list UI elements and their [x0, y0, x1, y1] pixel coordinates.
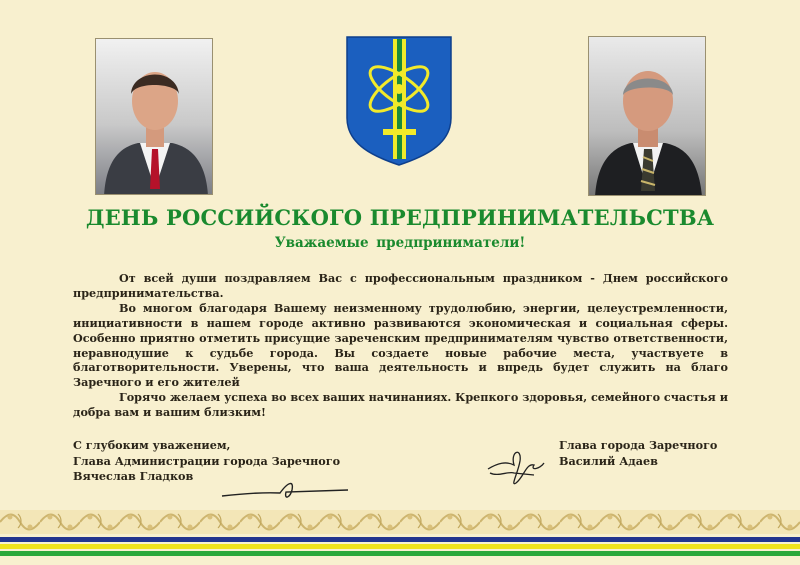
paragraph-3: Горячо желаем успеха во всех ваших начинаниях. Крепкого здоровья, семейного счастья и добра вам и вашим близким!: [73, 390, 728, 420]
coat-of-arms-emblem: [343, 33, 455, 168]
portrait-left-photo: [95, 38, 213, 195]
portrait-right-figure: [589, 37, 706, 196]
flag-stripes-footer: [0, 534, 800, 565]
portrait-left-figure: [96, 39, 213, 195]
paragraph-2: Во многом благодаря Вашему неизменному трудолюбию, энергии, целеустремленности, инициативности в нашем городе активно развиваются экономическая и социальная сферы. Особенно приятно отметить присущие зареченским предпринимателям чувство ответственности, неравнодушие к судьбе города. Вы создаете новые рабочие места, участвуете в благотворительности. Уверены, что ваша деятельность и впредь будет служить на благо Заречного и его жителей: [73, 300, 728, 390]
signer-title-right: Глава города Заречного: [559, 438, 718, 452]
signer-name-left: Вячеслав Гладков: [73, 469, 194, 484]
decorative-ornament-border: [0, 510, 800, 534]
sign-off-line: С глубоким уважением,: [73, 438, 231, 452]
signer-title-left: Глава Администрации города Заречного: [73, 453, 341, 468]
signature-block-right: [559, 438, 717, 469]
page-title: ДЕНЬ РОССИЙСКОГО ПРЕДПРИНИМАТЕЛЬСТВА: [85, 205, 715, 230]
greeting-subtitle: Уважаемые предприниматели!: [274, 235, 526, 251]
signer-name-right: Василий Адаев: [559, 453, 658, 468]
greeting-body: [73, 271, 728, 420]
handwritten-signature-right: [484, 443, 554, 493]
portrait-right-photo: [588, 36, 706, 196]
handwritten-signature-left: [220, 478, 350, 504]
paragraph-1: От всей души поздравляем Вас с профессиональным праздником - Днем российского предпринимательства.: [73, 271, 728, 300]
